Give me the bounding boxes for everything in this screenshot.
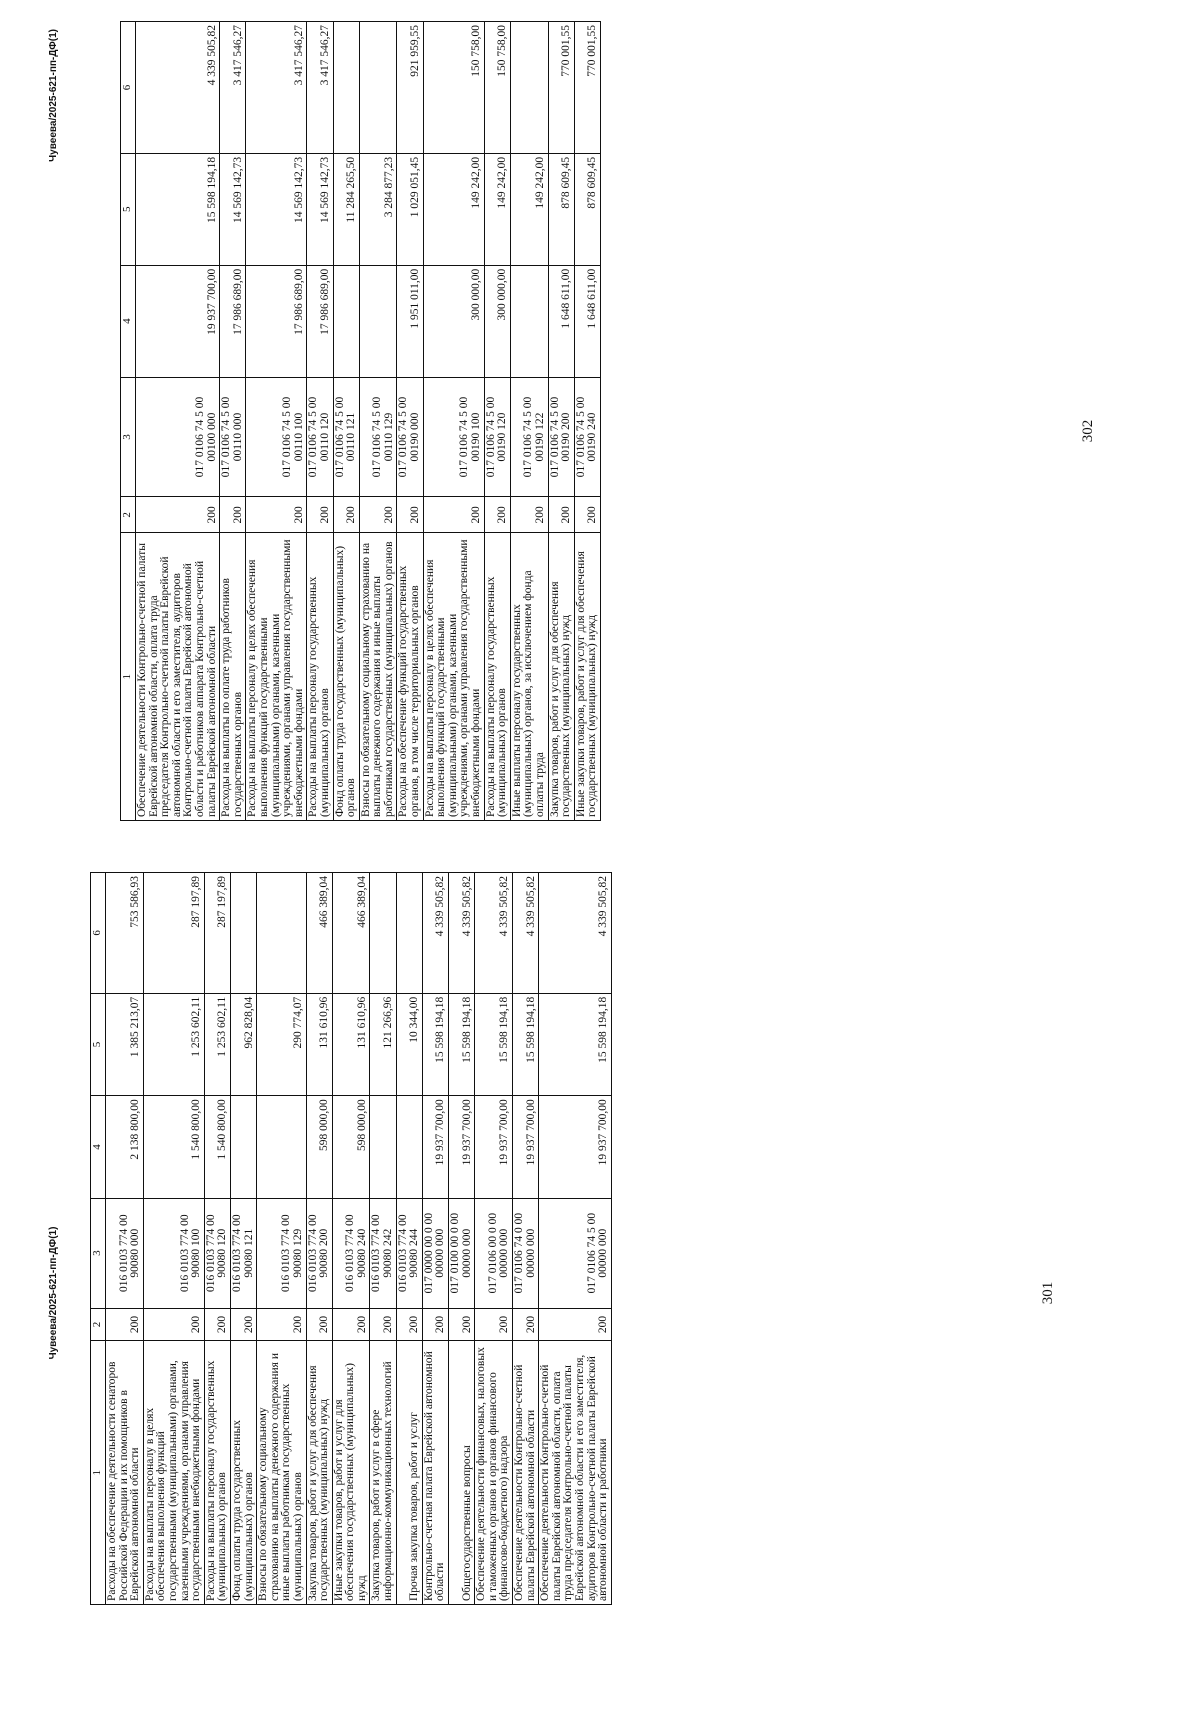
header-cell: 3 bbox=[91, 1198, 106, 1308]
row-name-cell: Прочая закупка товаров, работ и услуг bbox=[396, 1341, 422, 1605]
row-remainder-cell bbox=[359, 22, 397, 154]
row-name-cell: Фонд оплаты труда государственных (муниципальных) органов bbox=[333, 533, 359, 821]
row-name-cell: Контрольно-счетная палата Еврейской автономной области bbox=[422, 1341, 448, 1605]
row-executed-cell: 1 253 602,11 bbox=[143, 993, 204, 1095]
table-row bbox=[396, 873, 422, 1605]
row-plan-cell: 598 000,00 bbox=[306, 1096, 332, 1198]
row-classifier-cell: 017 0106 74 5 00 00190 100 bbox=[423, 377, 484, 497]
row-code-cell: 200 bbox=[307, 497, 333, 533]
row-plan-cell: 1 648 611,00 bbox=[574, 265, 600, 377]
row-executed-cell: 11 284 265,50 bbox=[333, 153, 359, 265]
row-code-cell: 200 bbox=[204, 1308, 230, 1341]
row-code-cell: 200 bbox=[220, 497, 246, 533]
row-executed-cell: 1 029 051,45 bbox=[397, 153, 423, 265]
row-executed-cell: 290 774,07 bbox=[257, 993, 306, 1095]
row-name-cell: Взносы по обязательному социальному страхованию на выплаты денежного содержания и иные выплаты работникам государственных (муниципальных) органов bbox=[359, 533, 397, 821]
row-name-cell: Закупка товаров, работ и услуг для обеспечения государственных (муниципальных) нужд bbox=[306, 1341, 332, 1605]
row-plan-cell bbox=[333, 265, 359, 377]
table-row bbox=[574, 22, 600, 821]
row-classifier-cell: 016 0103 774 00 90080 240 bbox=[332, 1198, 370, 1308]
table-row bbox=[306, 873, 332, 1605]
row-code-cell: 200 bbox=[396, 1308, 422, 1341]
row-name-cell: Закупка товаров, работ и услуг в сфере информационно-коммуникационных технологий bbox=[370, 1341, 396, 1605]
row-executed-cell: 149 242,00 bbox=[484, 153, 510, 265]
row-executed-cell: 10 344,00 bbox=[396, 993, 422, 1095]
row-executed-cell: 1 385 213,07 bbox=[106, 993, 144, 1095]
row-code-cell: 200 bbox=[510, 497, 548, 533]
row-executed-cell: 15 598 194,18 bbox=[539, 993, 612, 1095]
header-cell: 5 bbox=[91, 993, 106, 1095]
row-remainder-cell bbox=[396, 873, 422, 994]
row-remainder-cell bbox=[510, 22, 548, 154]
header-cell: 2 bbox=[121, 497, 136, 533]
table-row bbox=[484, 22, 510, 821]
row-remainder-cell: 4 339 505,82 bbox=[539, 873, 612, 994]
row-name-cell: Расходы на выплаты персоналу государственных (муниципальных) органов bbox=[484, 533, 510, 821]
row-classifier-cell: 016 0103 774 00 90080 120 bbox=[204, 1198, 230, 1308]
row-classifier-cell: 017 0106 74 5 00 00110 000 bbox=[220, 377, 246, 497]
row-plan-cell: 19 937 700,00 bbox=[136, 265, 220, 377]
header-cell: 4 bbox=[91, 1096, 106, 1198]
row-classifier-cell: 017 0106 74 5 00 00000 000 bbox=[539, 1198, 612, 1308]
row-plan-cell: 1 951 011,00 bbox=[397, 265, 423, 377]
row-remainder-cell: 4 339 505,82 bbox=[475, 873, 513, 994]
row-code-cell: 200 bbox=[484, 497, 510, 533]
table-row bbox=[333, 22, 359, 821]
row-executed-cell: 149 242,00 bbox=[423, 153, 484, 265]
row-plan-cell bbox=[257, 1096, 306, 1198]
row-classifier-cell: 016 0103 774 00 90080 000 bbox=[106, 1198, 144, 1308]
header-cell: 6 bbox=[91, 873, 106, 994]
row-code-cell: 200 bbox=[246, 497, 307, 533]
header-cell: 3 bbox=[121, 377, 136, 497]
row-remainder-cell: 770 001,55 bbox=[574, 22, 600, 154]
table-row bbox=[143, 873, 204, 1605]
doc-footer: Чувеева/2025-621-пп-ДФ(1) bbox=[48, 29, 59, 162]
header-cell: 2 bbox=[91, 1308, 106, 1341]
page-number: 301 bbox=[1040, 1281, 1056, 1305]
table-row bbox=[370, 873, 396, 1605]
row-remainder-cell: 287 197,89 bbox=[143, 873, 204, 994]
header-row bbox=[91, 873, 106, 1605]
table-row bbox=[423, 22, 484, 821]
row-code-cell: 200 bbox=[574, 497, 600, 533]
row-plan-cell: 17 986 689,00 bbox=[307, 265, 333, 377]
header-cell: 1 bbox=[121, 533, 136, 821]
row-remainder-cell: 466 389,04 bbox=[306, 873, 332, 994]
row-plan-cell: 300 000,00 bbox=[484, 265, 510, 377]
row-classifier-cell: 017 0106 74 5 00 00190 000 bbox=[397, 377, 423, 497]
row-executed-cell: 14 569 142,73 bbox=[220, 153, 246, 265]
table-row bbox=[246, 22, 307, 821]
row-name-cell: Расходы на выплаты персоналу государственных (муниципальных) органов bbox=[307, 533, 333, 821]
row-classifier-cell: 017 0106 74 5 00 00190 200 bbox=[548, 377, 574, 497]
row-classifier-cell: 016 0103 774 00 90080 200 bbox=[306, 1198, 332, 1308]
header-row bbox=[121, 22, 136, 821]
row-classifier-cell: 017 0106 74 5 00 00190 122 bbox=[510, 377, 548, 497]
row-classifier-cell: 017 0000 00 0 00 00000 000 bbox=[422, 1198, 448, 1308]
header-cell: 4 bbox=[121, 265, 136, 377]
table-row bbox=[220, 22, 246, 821]
table-row bbox=[106, 873, 144, 1605]
row-remainder-cell: 4 339 505,82 bbox=[422, 873, 448, 994]
row-executed-cell: 121 266,96 bbox=[370, 993, 396, 1095]
row-plan-cell bbox=[359, 265, 397, 377]
row-name-cell: Общегосударственные вопросы bbox=[449, 1341, 475, 1605]
row-code-cell: 200 bbox=[548, 497, 574, 533]
row-executed-cell: 3 284 877,23 bbox=[359, 153, 397, 265]
table-row bbox=[548, 22, 574, 821]
row-classifier-cell: 017 0100 00 0 00 00000 000 bbox=[449, 1198, 475, 1308]
row-remainder-cell: 150 758,00 bbox=[423, 22, 484, 154]
row-remainder-cell: 770 001,55 bbox=[548, 22, 574, 154]
row-name-cell: Расходы на выплаты персоналу в целях обеспечения выполнения функций государственными (муниципальными) органами, казенными учреждениями, органами управления государственными внебюджетными фондами bbox=[423, 533, 484, 821]
table-row bbox=[539, 873, 612, 1605]
row-executed-cell: 149 242,00 bbox=[510, 153, 548, 265]
row-code-cell: 200 bbox=[143, 1308, 204, 1341]
row-code-cell: 200 bbox=[306, 1308, 332, 1341]
table-row bbox=[307, 22, 333, 821]
row-name-cell: Расходы на выплаты персоналу в целях обеспечения выполнения функций государственными (муниципальными) органами, казенными учреждениями, органами управления государственными внебюджетными фондами bbox=[246, 533, 307, 821]
row-name-cell: Расходы на выплаты по оплате труда работников государственных органов bbox=[220, 533, 246, 821]
row-executed-cell: 15 598 194,18 bbox=[422, 993, 448, 1095]
row-code-cell: 200 bbox=[422, 1308, 448, 1341]
row-plan-cell bbox=[370, 1096, 396, 1198]
row-name-cell: Расходы на выплаты персоналу государственных (муниципальных) органов bbox=[204, 1341, 230, 1605]
row-classifier-cell: 017 0106 00 0 00 00000 000 bbox=[475, 1198, 513, 1308]
table-row bbox=[230, 873, 256, 1605]
row-name-cell: Иные закупки товаров, работ и услуг для обеспечения государственных (муниципальных) нужд bbox=[332, 1341, 370, 1605]
row-remainder-cell bbox=[257, 873, 306, 994]
row-name-cell: Закупка товаров, работ и услуг для обеспечения государственных (муниципальных) нужд bbox=[548, 533, 574, 821]
row-classifier-cell: 016 0103 774 00 90080 129 bbox=[257, 1198, 306, 1308]
row-classifier-cell: 017 0106 74 5 00 00110 100 bbox=[246, 377, 307, 497]
table-row bbox=[422, 873, 448, 1605]
row-executed-cell: 15 598 194,18 bbox=[449, 993, 475, 1095]
table-row bbox=[136, 22, 220, 821]
row-remainder-cell bbox=[230, 873, 256, 994]
row-plan-cell: 598 000,00 bbox=[332, 1096, 370, 1198]
row-executed-cell: 131 610,96 bbox=[306, 993, 332, 1095]
row-name-cell: Фонд оплаты труда государственных (муниципальных) органов bbox=[230, 1341, 256, 1605]
row-name-cell: Иные выплаты персоналу государственных (муниципальных) органов, за исключением фонда оплаты труда bbox=[510, 533, 548, 821]
row-plan-cell: 2 138 800,00 bbox=[106, 1096, 144, 1198]
row-plan-cell: 1 540 800,00 bbox=[204, 1096, 230, 1198]
row-code-cell: 200 bbox=[333, 497, 359, 533]
row-classifier-cell: 017 0106 74 5 00 00190 120 bbox=[484, 377, 510, 497]
row-remainder-cell bbox=[370, 873, 396, 994]
row-classifier-cell: 017 0106 74 5 00 00100 000 bbox=[136, 377, 220, 497]
header-cell: 1 bbox=[91, 1341, 106, 1605]
row-classifier-cell: 016 0103 774 00 90080 100 bbox=[143, 1198, 204, 1308]
table-row bbox=[513, 873, 539, 1605]
row-executed-cell: 878 609,45 bbox=[574, 153, 600, 265]
row-code-cell: 200 bbox=[106, 1308, 144, 1341]
row-classifier-cell: 016 0103 774 00 90080 242 bbox=[370, 1198, 396, 1308]
row-classifier-cell: 017 0106 74 5 00 00110 121 bbox=[333, 377, 359, 497]
row-name-cell: Расходы на выплаты персоналу в целях обеспечения выполнения функций государственными (муниципальными) органами, казенными учреждениями, органами управления государственными внебюджетными фондами bbox=[143, 1341, 204, 1605]
row-plan-cell: 1 648 611,00 bbox=[548, 265, 574, 377]
page-301 bbox=[0, 863, 1200, 1723]
row-code-cell: 200 bbox=[513, 1308, 539, 1341]
row-executed-cell: 878 609,45 bbox=[548, 153, 574, 265]
row-code-cell: 200 bbox=[370, 1308, 396, 1341]
row-remainder-cell: 3 417 546,27 bbox=[246, 22, 307, 154]
row-executed-cell: 962 828,04 bbox=[230, 993, 256, 1095]
row-plan-cell: 19 937 700,00 bbox=[475, 1096, 513, 1198]
row-remainder-cell: 3 417 546,27 bbox=[220, 22, 246, 154]
row-remainder-cell: 921 959,55 bbox=[397, 22, 423, 154]
row-remainder-cell: 4 339 505,82 bbox=[513, 873, 539, 994]
row-executed-cell: 14 569 142,73 bbox=[246, 153, 307, 265]
row-plan-cell: 300 000,00 bbox=[423, 265, 484, 377]
row-name-cell: Расходы на обеспечение функций государственных органов, в том числе территориальных органов bbox=[397, 533, 423, 821]
row-name-cell: Обеспечение деятельности Контрольно-счетной палаты Еврейской автономной области, оплата труда председателя Контрольно-счетной палаты Еврейской автономной области и его заместителя, аудиторов Контрольно-счетной палаты Еврейской автономной области и работников аппарата Контрольно-счетной палаты Еврейской автономной области bbox=[136, 533, 220, 821]
row-name-cell: Иные закупки товаров, работ и услуг для обеспечения государственных (муниципальных) нужд bbox=[574, 533, 600, 821]
row-executed-cell: 15 598 194,18 bbox=[136, 153, 220, 265]
doc-footer: Чувеева/2025-621-пп-ДФ(1) bbox=[48, 1226, 59, 1360]
row-plan-cell: 17 986 689,00 bbox=[220, 265, 246, 377]
row-remainder-cell: 4 339 505,82 bbox=[136, 22, 220, 154]
row-remainder-cell: 287 197,89 bbox=[204, 873, 230, 994]
table-row bbox=[204, 873, 230, 1605]
table-row bbox=[475, 873, 513, 1605]
row-code-cell: 200 bbox=[449, 1308, 475, 1341]
budget-table-302 bbox=[120, 21, 601, 821]
header-cell: 5 bbox=[121, 153, 136, 265]
table-row bbox=[332, 873, 370, 1605]
page-number: 302 bbox=[1080, 419, 1096, 443]
row-classifier-cell: 017 0106 74 5 00 00190 240 bbox=[574, 377, 600, 497]
row-classifier-cell: 017 0106 74 5 00 00110 120 bbox=[307, 377, 333, 497]
budget-table-301 bbox=[90, 872, 612, 1605]
row-executed-cell: 14 569 142,73 bbox=[307, 153, 333, 265]
table-row bbox=[510, 22, 548, 821]
row-remainder-cell: 4 339 505,82 bbox=[449, 873, 475, 994]
row-remainder-cell: 753 586,93 bbox=[106, 873, 144, 994]
row-plan-cell: 19 937 700,00 bbox=[539, 1096, 612, 1198]
row-code-cell: 200 bbox=[397, 497, 423, 533]
row-remainder-cell: 466 389,04 bbox=[332, 873, 370, 994]
table-row bbox=[359, 22, 397, 821]
page-302 bbox=[0, 1, 1200, 861]
row-code-cell: 200 bbox=[539, 1308, 612, 1341]
row-code-cell: 200 bbox=[230, 1308, 256, 1341]
row-remainder-cell: 150 758,00 bbox=[484, 22, 510, 154]
row-name-cell: Обеспечение деятельности Контрольно-счетной палаты Еврейской автономной области, оплата труда председателя Контрольно-счетной палаты Еврейской автономной области и его заместителя, аудиторов Контрольно-счетной палаты Еврейской автономной области и работники bbox=[539, 1341, 612, 1605]
row-name-cell: Обеспечение деятельности финансовых, налоговых и таможенных органов и органов финансового (финансово-бюджетного) надзора bbox=[475, 1341, 513, 1605]
row-executed-cell: 15 598 194,18 bbox=[475, 993, 513, 1095]
row-classifier-cell: 017 0106 74 0 00 00000 000 bbox=[513, 1198, 539, 1308]
row-name-cell: Обеспечение деятельности Контрольно-счетной палаты Еврейской автономной области bbox=[513, 1341, 539, 1605]
row-plan-cell: 17 986 689,00 bbox=[246, 265, 307, 377]
table-row bbox=[449, 873, 475, 1605]
row-name-cell: Расходы на обеспечение деятельности сенаторов Российской Федерации и их помощников в Еврейской автономной области bbox=[106, 1341, 144, 1605]
row-remainder-cell: 3 417 546,27 bbox=[307, 22, 333, 154]
row-executed-cell: 131 610,96 bbox=[332, 993, 370, 1095]
table-row bbox=[397, 22, 423, 821]
row-plan-cell bbox=[396, 1096, 422, 1198]
row-plan-cell: 19 937 700,00 bbox=[513, 1096, 539, 1198]
table-row bbox=[257, 873, 306, 1605]
row-classifier-cell: 017 0106 74 5 00 00110 129 bbox=[359, 377, 397, 497]
row-executed-cell: 15 598 194,18 bbox=[513, 993, 539, 1095]
row-classifier-cell: 016 0103 774 00 90080 121 bbox=[230, 1198, 256, 1308]
row-code-cell: 200 bbox=[475, 1308, 513, 1341]
row-name-cell: Взносы по обязательному социальному страхованию на выплаты денежного содержания и иные выплаты работникам государственных (муниципальных) органов bbox=[257, 1341, 306, 1605]
row-remainder-cell bbox=[333, 22, 359, 154]
row-code-cell: 200 bbox=[332, 1308, 370, 1341]
row-code-cell: 200 bbox=[136, 497, 220, 533]
row-classifier-cell: 016 0103 774 00 90080 244 bbox=[396, 1198, 422, 1308]
header-cell: 6 bbox=[121, 22, 136, 154]
row-plan-cell: 19 937 700,00 bbox=[422, 1096, 448, 1198]
row-code-cell: 200 bbox=[359, 497, 397, 533]
row-plan-cell: 19 937 700,00 bbox=[449, 1096, 475, 1198]
row-plan-cell bbox=[510, 265, 548, 377]
row-plan-cell: 1 540 800,00 bbox=[143, 1096, 204, 1198]
row-executed-cell: 1 253 602,11 bbox=[204, 993, 230, 1095]
row-plan-cell bbox=[230, 1096, 256, 1198]
row-code-cell: 200 bbox=[257, 1308, 306, 1341]
row-code-cell: 200 bbox=[423, 497, 484, 533]
